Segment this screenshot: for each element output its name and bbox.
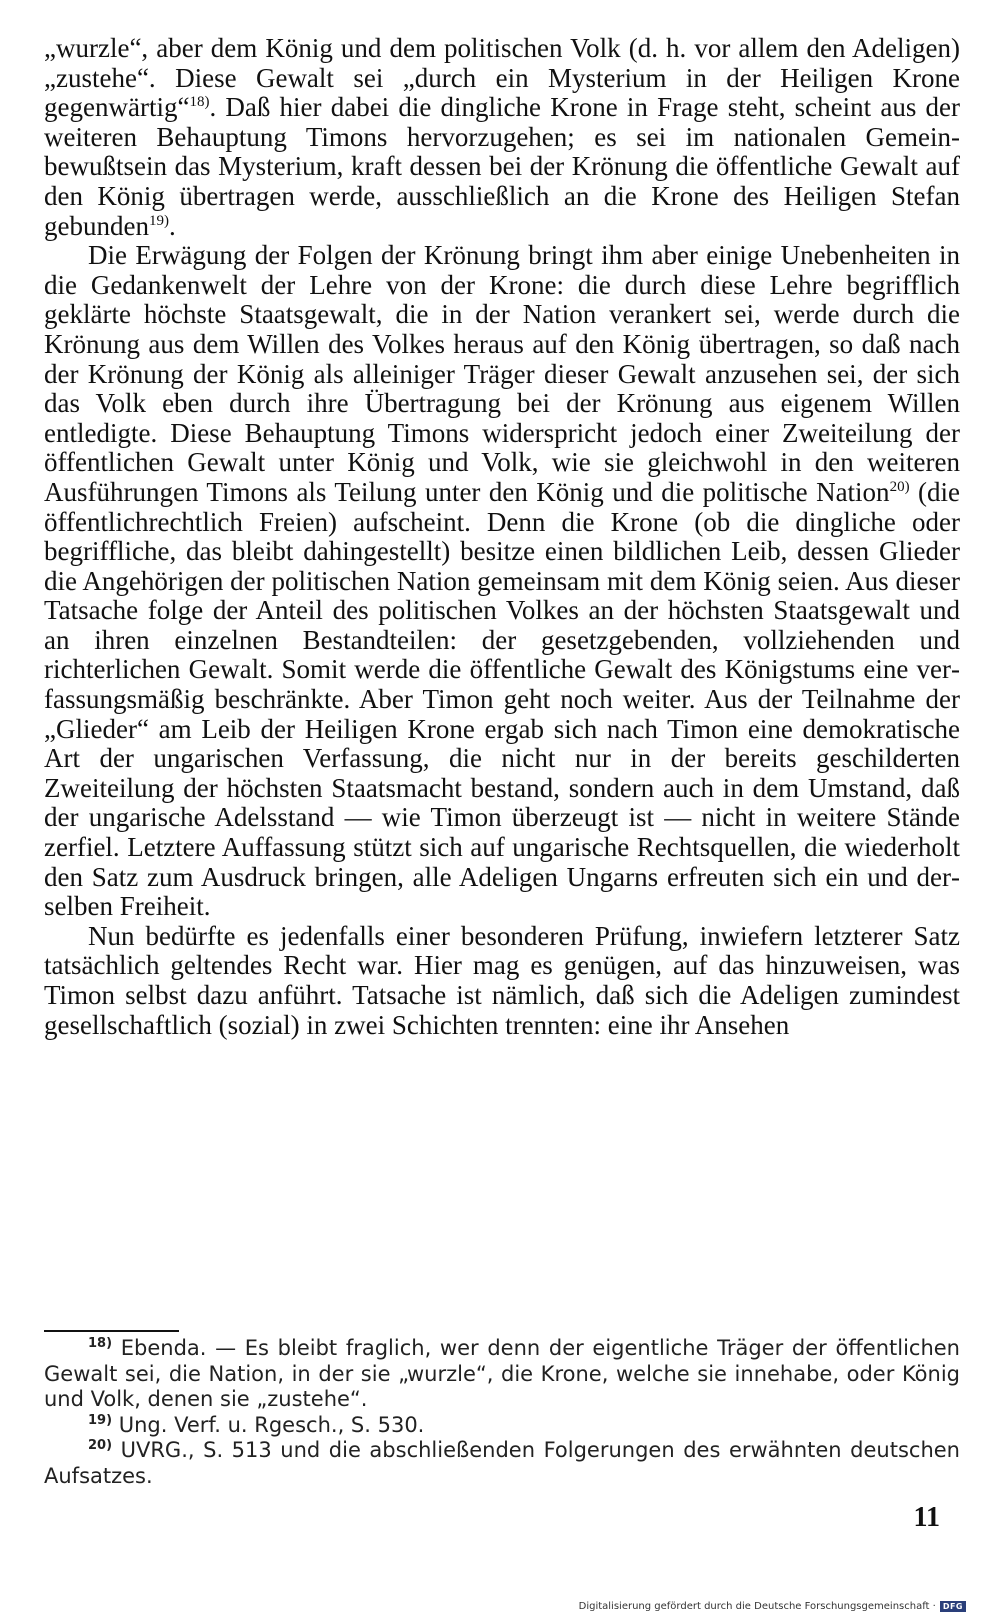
page-body <box>44 34 960 1040</box>
footnote <box>44 1413 960 1439</box>
footnote <box>44 1438 960 1489</box>
footnote-reference: 20) <box>889 478 910 495</box>
digitization-credit <box>579 1601 966 1612</box>
page-number: 11 <box>913 1502 940 1533</box>
paragraph-text: . Daß hier dabei die dingliche Krone in Frage steht, scheint aus der weiteren Behauptung Timons hervorzugehen; es sei im nationalen Gemeinbewußtsein das Mysterium, kraft dessen bei der Krönung die öffentliche Gewalt auf den König übertragen werde, ausschließlich an die Krone des Heiligen Stefan gebunden <box>44 92 960 241</box>
paragraph <box>44 922 960 1040</box>
footnote-text: UVRG., S. 513 und die abschließenden Folgerungen des erwähnten deutschen Aufsatzes. <box>44 1438 960 1488</box>
paragraph-text: (die öffentlichrechtlich Freien) aufscheint. Denn die Krone (ob die dingliche oder begriffliche, das bleibt dahingestellt) besitze einen bildlichen Leib, dessen Glieder die Angehörigen der politischen Nation gemeinsam mit dem König seien. Aus dieser Tatsache folge der Anteil des politischen Volkes an der höchsten Staatsgewalt und an ihren einzelnen Bestandteilen: der gesetzgebenden, vollziehenden und richterlichen Gewalt. Somit werde die öffentliche Gewalt des Königstums eine verfassungsmäßig beschränkte. Aber Timon geht noch weiter. Aus der Teilnahme der „Glieder“ am Leib der Heiligen Krone ergab sich nach Timon eine demokratische Art der ungarischen Verfassung, die nicht nur in der bereits geschilderten Zweiteilung der höchsten Staatsmacht bestand, sondern auch in dem Umstand, daß der ungarische Adelsstand — wie Timon überzeugt ist — nicht in weitere Stände zerfiel. Letztere Auffassung stützt sich auf ungarische Rechtsquellen, die wiederholt den Satz zum Ausdruck bringen, alle Adeligen Ungarns erfreuten sich ein und derselben Freiheit. <box>44 476 960 922</box>
footnote <box>44 1336 960 1413</box>
paragraph-text: Die Erwägung der Folgen der Krönung bringt ihm aber einige Unebenheiten in die Gedankenwelt der Lehre von der Krone: die durch diese Lehre begrifflich geklärte höchste Staatsgewalt, die in der Nation verankert sei, werde durch die Krönung aus dem Willen des Volkes heraus auf den König übertragen, so daß nach der Krönung der König als alleiniger Träger dieser Gewalt anzusehen sei, der sich das Volk eben durch ihre Übertragung bei der Krönung aus eigenem Willen entledigte. Diese Behauptung Timons widerspricht jedoch einer Zweiteilung der öffentlichen Gewalt unter König und Volk, wie sie gleichwohl in den weiteren Ausführungen Timons als Teilung unter den König und die politische Nation <box>44 240 960 507</box>
credit-text: Digitalisierung gefördert durch die Deutsche Forschungsgemeinschaft · <box>578 1601 936 1612</box>
main-text <box>44 34 960 1040</box>
footnote-number: 20) <box>88 1438 113 1453</box>
paragraph-text: Nun bedürfte es jedenfalls einer besonderen Prüfung, inwiefern letzterer Satz tatsächlich geltendes Recht war. Hier mag es genügen, auf das hinzuweisen, was Timon selbst dazu anführt. Tatsache ist nämlich, daß sich die Adeligen zumindest gesellschaftlich (sozial) in zwei Schichten trennten: eine ihr Ansehen <box>44 920 960 1040</box>
footnote-reference: 19) <box>148 212 169 229</box>
paragraph-text: . <box>168 210 176 241</box>
footnote-reference: 18) <box>189 94 210 111</box>
footnote-separator <box>44 1330 179 1332</box>
paragraph <box>44 34 960 241</box>
footnote-number: 18) <box>88 1336 113 1351</box>
footnote-text: Ung. Verf. u. Rgesch., S. 530. <box>118 1412 425 1437</box>
paragraph <box>44 241 960 922</box>
footnote-number: 19) <box>88 1412 113 1428</box>
dfg-logo: DFG <box>940 1601 966 1612</box>
paragraph-text: „wurzle“, aber dem König und dem politischen Volk (d. h. vor allem den Adeligen) „zustehe“. Diese Gewalt sei „durch ein Mysterium in der Heiligen Krone gegenwärtig“ <box>44 33 960 123</box>
footnotes <box>44 1336 960 1489</box>
footnote-text: Ebenda. — Es bleibt fraglich, wer denn der eigentliche Träger der öffentlichen Gewalt sei, die Nation, in der sie „wurzle“, die Krone, welche sie innehabe, oder König und Volk, denen sie „zustehe“. <box>44 1336 960 1411</box>
